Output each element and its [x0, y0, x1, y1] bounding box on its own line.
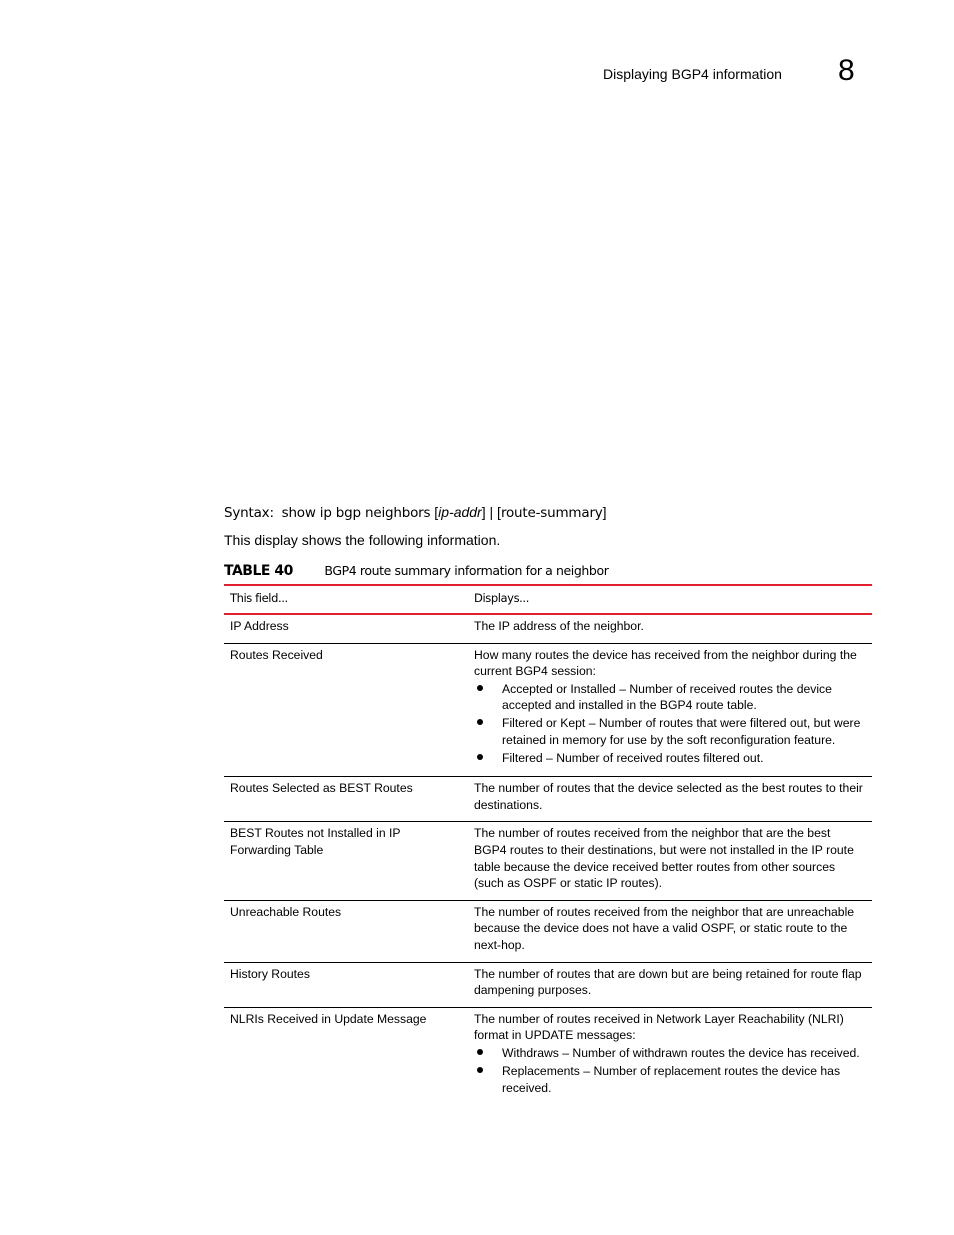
table-label: TABLE 40: [224, 563, 293, 579]
row-field-name: BEST Routes not Installed in IP Forwarding Table: [230, 826, 401, 858]
bullet-item: Accepted or Installed – Number of received routes the device accepted and installed in the BGP4 route table.: [474, 681, 866, 714]
table-caption: [224, 562, 608, 580]
syntax-line: [224, 503, 606, 522]
table-row: [224, 643, 872, 777]
syntax-bracket-open-2: [: [497, 504, 501, 520]
bullet-item: Filtered or Kept – Number of routes that were filtered out, but were retained in memory for use by the soft reconfiguration feature.: [474, 715, 866, 748]
syntax-param-ip-addr: ip-addr: [438, 504, 482, 520]
chapter-number: 8: [838, 54, 855, 87]
row-field-name: Routes Received: [230, 647, 323, 662]
table-row: [224, 614, 872, 643]
row-description: [468, 777, 872, 822]
column-header-field: This field...: [230, 591, 288, 605]
row-field-name: NLRIs Received in Update Message: [230, 1011, 427, 1026]
syntax-label: Syntax:: [224, 505, 274, 521]
table-body: [224, 614, 872, 1106]
row-description: [468, 1007, 872, 1105]
table-header-row: [224, 585, 872, 614]
row-description: [468, 822, 872, 900]
row-description: [468, 962, 872, 1007]
table-row: [224, 777, 872, 822]
row-description-text: The number of routes received from the neighbor that are the best BGP4 routes to their destinations, but were not installed in the IP route table because the device received better routes from other sources (such as OSPF or static IP routes).: [474, 826, 854, 891]
bullet-item: Withdraws – Number of withdrawn routes the device has received.: [474, 1045, 866, 1062]
row-description-text: The IP address of the neighbor.: [474, 619, 644, 633]
column-header-displays: Displays...: [474, 591, 529, 605]
running-header-title: Displaying BGP4 information: [603, 66, 782, 82]
table-title: BGP4 route summary information for a neighbor: [324, 563, 609, 578]
bullet-item: Filtered – Number of received routes filtered out.: [474, 750, 866, 767]
row-field-name: History Routes: [230, 966, 310, 981]
syntax-separator: |: [489, 504, 494, 520]
intro-paragraph: This display shows the following information.: [224, 532, 501, 548]
row-description-text: The number of routes that the device selected as the best routes to their destinations.: [474, 781, 863, 812]
row-description-text: The number of routes received from the neighbor that are unreachable because the device does not have a valid OSPF, or static route to the next-hop.: [474, 904, 855, 952]
row-field-name: IP Address: [230, 619, 289, 633]
syntax-bracket-open-1: [: [434, 504, 439, 520]
syntax-bracket-close-2: ]: [602, 504, 607, 520]
row-field-name: Routes Selected as BEST Routes: [230, 781, 413, 796]
syntax-command: show ip bgp neighbors: [281, 505, 431, 521]
bullet-list: [474, 681, 866, 767]
table-row: [224, 1007, 872, 1105]
row-field-name: Unreachable Routes: [230, 904, 342, 919]
table-row: [224, 962, 872, 1007]
row-description: [468, 900, 872, 962]
table-row: [224, 900, 872, 962]
row-description-text: The number of routes that are down but are being retained for route flap dampening purposes.: [474, 966, 862, 998]
row-description-text: The number of routes received in Network Layer Reachability (NLRI) format in UPDATE messages:: [474, 1011, 844, 1043]
row-description-text: How many routes the device has received from the neighbor during the current BGP4 session:: [474, 647, 857, 679]
table-row: [224, 822, 872, 900]
bullet-item: Replacements – Number of replacement routes the device has received.: [474, 1063, 866, 1096]
bullet-list: [474, 1045, 866, 1096]
row-description: [468, 643, 872, 777]
syntax-bracket-close-1: ]: [481, 504, 486, 520]
route-summary-table: [224, 584, 872, 1106]
syntax-param-route-summary: route-summary: [500, 505, 603, 521]
row-description: [468, 614, 872, 643]
